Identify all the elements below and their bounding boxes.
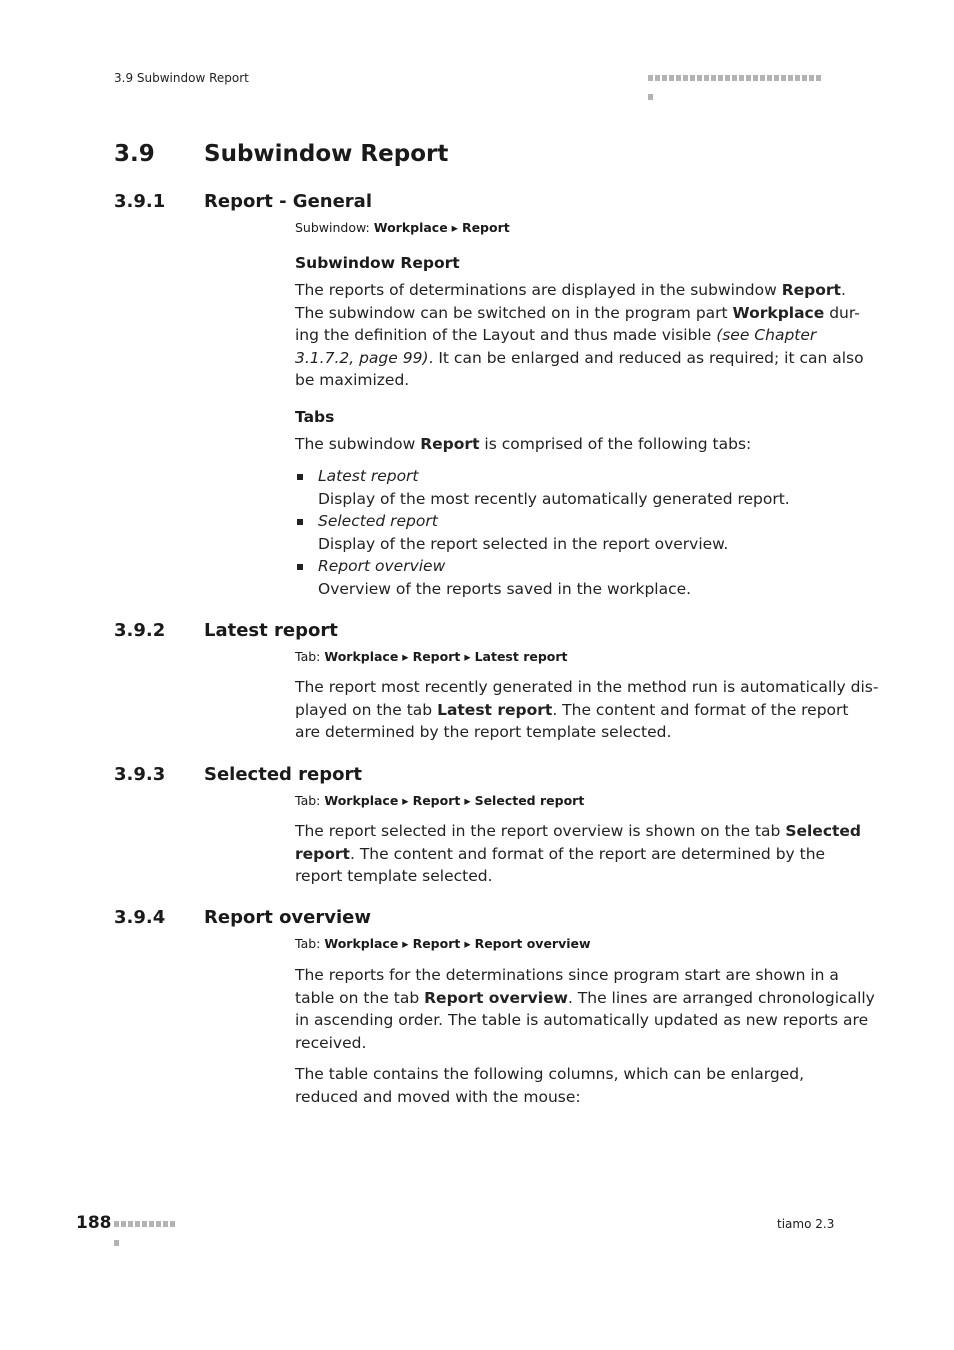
list-item: Report overview Overview of the reports saved in the workplace. [318,557,692,598]
subsection-title: Report - General [204,191,373,212]
footer-decoration [114,1221,181,1228]
running-header: 3.9 Subwindow Report [114,71,249,85]
bullet-icon [297,519,303,525]
menu-path: Tab: Workplace ▸ Report ▸ Selected report [295,793,585,808]
paragraph: The report selected in the report overview is shown on the tab Selected report. The content and format of the report are determined by the report template selected. [295,822,862,885]
product-name: tiamo 2.3 [777,1217,835,1231]
header-decoration [648,75,829,82]
paragraph: The reports of determinations are displayed in the subwindow Report. The subwindow can be switched on in the program part Workplace dur- ing the definition of the Layout and thus made visible (see Chapter 3.1.7.2, page 99). It can be enlarged and reduced as required; it can also be maximized. [295,281,864,389]
paragraph-heading: Subwindow Report [295,254,460,272]
paragraph: The table contains the following columns, which can be enlarged, reduced and moved with the mouse: [295,1065,804,1106]
bullet-icon [297,474,303,480]
list-item: Latest report Display of the most recently automatically generated report. [318,467,790,508]
menu-path: Subwindow: Workplace ▸ Report [295,220,510,235]
paragraph-heading: Tabs [295,408,335,426]
subsection-number: 3.9.1 [114,191,166,212]
section-number: 3.9 [114,141,155,167]
menu-path: Tab: Workplace ▸ Report ▸ Report overview [295,936,591,951]
paragraph: The subwindow Report is comprised of the following tabs: [295,435,752,453]
paragraph: The reports for the determinations since program start are shown in a table on the tab Report overview. The lines are arranged chronologically in ascending order. The table is automatically updated as new reports are received. [295,966,875,1052]
page-number: 188 [76,1213,112,1233]
menu-path: Tab: Workplace ▸ Report ▸ Latest report [295,649,568,664]
list-item: Selected report Display of the report selected in the report overview. [318,512,729,553]
bullet-icon [297,564,303,570]
section-title: Subwindow Report [204,141,449,167]
paragraph: The report most recently generated in the method run is automatically dis- played on the tab Latest report. The content and format of the report are determined by the report template selected. [295,678,879,741]
